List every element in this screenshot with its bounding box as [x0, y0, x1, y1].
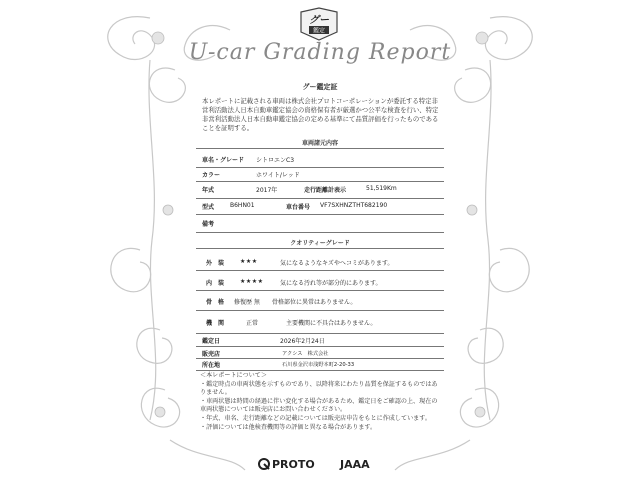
svg-text:鑑定: 鑑定	[312, 27, 326, 35]
engine-label: 機 関	[206, 320, 225, 327]
report-notes	[200, 372, 440, 432]
exterior-comment: 気になるようなキズやへコミがあります。	[280, 260, 394, 267]
divider	[196, 290, 444, 291]
engine-comment: 主要機関に不具合はありません。	[286, 320, 377, 327]
engine-grade: 正常	[246, 320, 259, 327]
remarks-label: 備考	[202, 221, 215, 228]
interior-row	[196, 278, 444, 288]
divider	[196, 148, 444, 149]
notes-item: ・車両状態は時間の経過に伴い変化する場合があるため、鑑定日をご確認の上、現在の車両状態については販売店にお問い合わせください。	[200, 397, 438, 414]
proto-logo-text: PROTO	[272, 458, 315, 471]
model-row	[196, 155, 444, 165]
exterior-row	[196, 258, 444, 268]
notes-item: ・評価については他検査機関等の評価と異なる場合があります。	[200, 423, 377, 431]
color-row	[196, 170, 444, 180]
year-value: 2017年	[256, 187, 278, 194]
divider	[196, 333, 444, 334]
exterior-stars: ★★★	[240, 258, 258, 265]
divider	[196, 310, 444, 311]
color-value: ホワイト/レッド	[256, 172, 300, 179]
type-row	[196, 202, 444, 212]
notes-item: ・年式、車名、走行距離などの記載については販売店申告をもとに作成しています。	[200, 414, 431, 422]
engine-row	[196, 318, 444, 328]
color-label: カラー	[202, 172, 221, 179]
type-label: 型式	[202, 204, 215, 211]
divider	[196, 248, 444, 249]
divider	[196, 181, 444, 182]
address-row	[196, 360, 444, 370]
vehicle-section-title: 車両諸元内容	[301, 140, 338, 147]
jaaa-logo-text: JAAA	[340, 458, 370, 471]
mileage-label: 走行距離計表示	[304, 187, 347, 194]
divider	[196, 232, 444, 233]
svg-text:グー: グー	[309, 15, 329, 26]
quality-section-title: クオリティーグレード	[290, 240, 350, 247]
divider	[196, 214, 444, 215]
date-row	[196, 336, 444, 346]
exterior-label: 外 装	[206, 260, 225, 267]
interior-comment: 気になる汚れ等が部分的にあります。	[280, 280, 382, 287]
model-label: 車名・グレード	[202, 157, 245, 164]
mileage-value: 51,519Km	[366, 185, 397, 192]
model-value: シトロエンC3	[256, 157, 295, 164]
vin-label: 車台番号	[286, 204, 311, 211]
divider	[196, 198, 444, 199]
divider	[196, 358, 444, 359]
report-title-jp: グー鑑定証	[302, 83, 338, 91]
frame-comment: 骨格部位に異常はありません。	[272, 299, 357, 306]
proto-logo-icon	[258, 458, 270, 470]
date-label: 鑑定日	[202, 338, 221, 345]
dealer-label: 販売店	[202, 351, 221, 358]
notes-heading: ＜本レポートについて＞	[200, 372, 267, 379]
year-label: 年式	[202, 187, 215, 194]
frame-row	[196, 297, 444, 307]
divider	[196, 270, 444, 271]
intro-paragraph: 本レポートに記載される車両は株式会社プロトコーポレーションが委託する特定非営利活動法人日本自動車鑑定協会の資格保有者が厳選かつ公平な検査を行い、特定非営利活動法人日本自動車鑑定協会の定める基準にて品質評価を行ったものであることを証明する。	[202, 97, 439, 133]
date-value: 2026年2月24日	[280, 338, 325, 345]
type-value: B6HN01	[230, 202, 255, 209]
frame-grade: 修復歴 無	[234, 299, 260, 306]
report-title-en: U-car Grading Report	[188, 40, 452, 65]
dealer-value: アクシス 株式会社	[282, 351, 329, 357]
divider	[196, 167, 444, 168]
divider	[196, 346, 444, 347]
remarks-row	[196, 219, 444, 229]
vin-value: VF7SXHNZTHT682190	[320, 202, 388, 209]
interior-label: 内 装	[206, 280, 225, 287]
address-label: 所在地	[202, 362, 221, 369]
interior-stars: ★★★★	[240, 278, 264, 285]
divider	[196, 370, 444, 371]
address-value: 石川県金沢市浅野本町2-20-33	[282, 362, 355, 368]
goo-kantei-logo	[297, 6, 341, 42]
notes-item: ・鑑定時点の車両状態を示すものであり、以降将来にわたり品質を保証するものではありません。	[200, 380, 438, 397]
year-row	[196, 185, 444, 195]
frame-label: 骨 格	[206, 299, 225, 306]
